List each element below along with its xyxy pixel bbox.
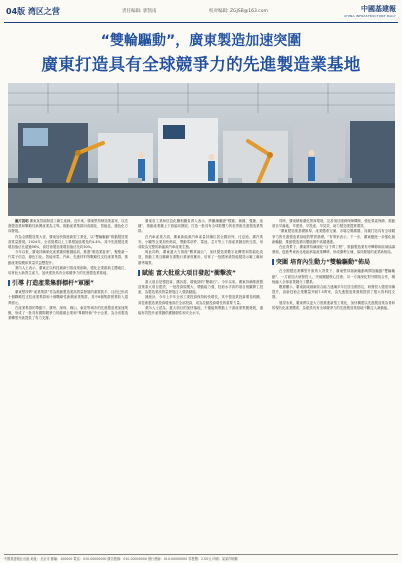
photo-caption: [8, 219, 128, 235]
paragraph: 同時，廣東積極優化營商環境，完善項目服務保障機制，強化要素保障，推動項目早落地、早建設、早投產、早見效，助力製造業提質增效。: [272, 219, 395, 229]
paragraph: 數據顯示，廣東區域創新綜合能力連續多年位居全國首位，研發投入強度持續提升，高新技術企業數量突破7.5萬家，為先進製造業發展提供了強大的科技支撐。: [272, 285, 395, 300]
article-column-2: [138, 219, 263, 551]
article-kicker: “雙輪驅動”，廣東製造加速突圍: [100, 33, 302, 49]
paragraph: 據統計，今年上半年全省工業投資保持較快增長，其中製造業投資增長明顯，高技術製造業投資增速高於全部投資，成為拉動投資增長的重要力量。: [138, 295, 263, 305]
masthead-english: CHINA INFRASTRUCTURE DAILY: [344, 14, 396, 18]
page-header: [4, 3, 398, 21]
paragraph: 重大項目是穩投資、擴內需、增後勁的“壓艙石”。今年以來，廣東持續推進製造業重大項目建設，一批投資規模大、帶動能力強、技術水平高的項目相繼開工投產，為製造業高質量發展注入強勁動能。: [138, 279, 263, 295]
subhead-marker: [8, 280, 10, 286]
paragraph: 展望未來，廣東將以更大力度推進新型工業化，加快構建以先進製造業為骨幹的現代化產業體系，為建設具有全球競爭力的先進製造業基地不斷注入新動能。: [272, 300, 395, 310]
paragraph: 廣東堅持將“產業集群”作為推動製造業高質量發展的重要抓手，目前已形成十個戰略性支柱產業集群和十個戰略性新興產業集群，其中8個集群營業收入超萬億元。: [8, 290, 128, 305]
paragraph: 廣東省工業和信息化廳相關負責人表示，將繼續圍繞“穩鏈、補鏈、強鏈、延鏈”，推動產業鏈上下游協同發展，打造一批具有全球影響力的世界級先進製造業集群。: [138, 219, 263, 234]
lead-photo: [8, 83, 395, 216]
subhead-breakthrough: [272, 259, 395, 266]
paragraph: 在此背景下，廣東將持續深化“百千萬工程”，推動製造業有序轉移和區域協調發展，促進粵東西北地區承接產業轉移，形成優勢互補、協同發展的產業新格局。: [272, 245, 395, 255]
subhead-empower: [138, 270, 263, 277]
page-footer: 中國基建報社出版 地址：北京市 郵編：100000 電話：010-00000000 廣告熱線：010-00000000 發行熱線：010-00000000 零售價：2.00元 印刷：某某印刷廠: [4, 554, 398, 561]
paragraph: 與此同時，廣東還大力推進“數實融合”，加快製造業數字化轉型和智能化改造，推動工業互聯網在重點行業深度應用，培育了一批國家級智能製造示範工廠和優秀場景。: [138, 250, 263, 265]
subhead-guide: [8, 280, 128, 287]
subhead-text: 引導 打造產業集群標杆“軍團”: [12, 280, 94, 288]
masthead-logo: [344, 4, 396, 18]
paragraph: 作為全國製造業大省，廣東加快推進新型工業化，以“雙輪驅動”推動製造業高質量發展。2024年，全省規模以上工業增加值增長約4.4%，其中先進製造業增加值佔比超過56%，高技術製造業增加值佔比約30%。: [8, 234, 128, 250]
editor-credit: 责任编辑: 郭凯南: [122, 9, 157, 14]
article-headline: 廣東打造具有全球競爭力的先進製造業基地: [41, 55, 361, 74]
masthead-title: 中國基建報: [361, 4, 396, 13]
photo-caption-label: 圖片說明: [15, 219, 29, 223]
subhead-text: 賦能 富大批重大項目發起“衝擊波”: [142, 269, 236, 277]
subhead-text: 突圍 培育內生動力“雙輪驅動”佈局: [276, 259, 370, 267]
article-column-1: [8, 219, 128, 551]
subhead-marker: [272, 259, 274, 265]
paragraph: 在產業集群的帶動下，廣州、深圳、佛山、東莞等城市的先進製造業加速集聚，形成了一批具有國際競爭力的龍頭企業和“專精特新”中小企業，為全省製造業轉型升級提供了有力支撐。: [8, 305, 128, 321]
paragraph: 今年以來，廣東持續深化產業鏈供應鏈協同，推進“制造業當家”，聚焦新一代電子信息、綠色石化、智能家電、汽車、先進材料等戰略性支柱產業集群，推動產業規模和質量效益雙提升。: [8, 250, 128, 265]
paragraph: 在汽車產業方面，廣東新能源汽車產量持續位居全國前列，比亞迪、廣汽埃安、小鵬等企業加快佈局，帶動零部件、電池、芯片等上下游產業鏈加快完善，形成較為完整的新能源汽車產業生態。: [138, 234, 263, 250]
paragraph: 業內人士認為，重大項目的加快落地，不僅能夠帶動上下游產業集聚發展，還能有效提升產業鏈供應鏈韌性和安全水平。: [138, 305, 263, 316]
page-number: 04版 湾区之营: [6, 7, 60, 16]
subhead-marker: [138, 270, 140, 276]
paragraph: 業內人士表示，廣東正以科技創新引領產業創新，強化企業創新主體地位，培育壯大新質生產力，加快建設具有全球競爭力的先進製造業基地。: [8, 265, 128, 276]
photo-caption-text: 廣東某智能制造工廠生產線。近年來，廣東堅持制造業當家，以先進製造業和戰略性新興產業為主導，推動產業集群向高端化、智能化、綠色化方向發展。: [8, 219, 128, 234]
paragraph: 在全國製造業轉型升級的大背景下，廣東堅持創新驅動與開放驅動“雙輪驅動”，一方面加大研發投入，突破關鍵核心技術；另一方面深化對外開放合作，積極融入全球產業鏈分工體系。: [272, 269, 395, 284]
header-rule: [4, 22, 398, 23]
article-column-3: [272, 219, 395, 551]
paragraph: “廣東製造業基礎雄厚、產業體系完備、市場空間廣闊，具備打造具有全球競爭力的先進製造業基地的堅實基礎。”有專家表示，下一步，廣東應進一步強化創新驅動，推動製造業向價值鏈中高端邁進。: [272, 229, 395, 244]
proofreader-credit: 校对编辑: ZGJSB@163.com: [209, 9, 268, 14]
